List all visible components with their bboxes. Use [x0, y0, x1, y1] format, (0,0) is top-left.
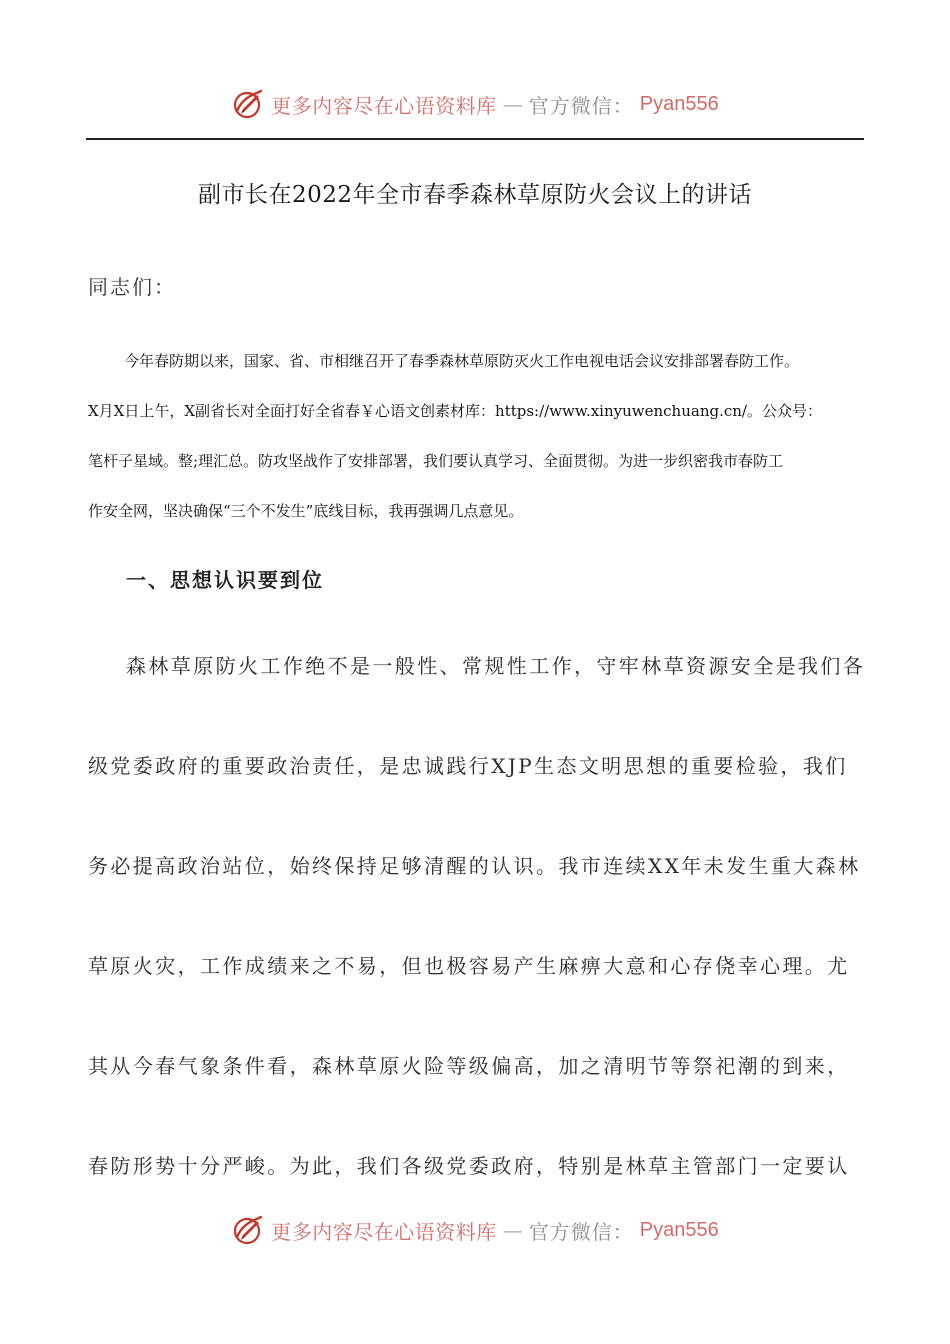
pen-logo-icon	[231, 1213, 265, 1247]
body-line: 其从今春气象条件看，森林草原火险等级偏高，加之清明节等祭祀潮的到来，	[88, 1054, 850, 1078]
section-paragraph	[88, 644, 878, 1244]
intro-paragraph	[88, 344, 878, 544]
intro-line: 作安全网，坚决确保“三个不发生”底线目标，我再强调几点意见。	[88, 502, 524, 520]
pen-logo-icon	[231, 87, 265, 121]
intro-line: 今年春防期以来，国家、省、市相继召开了春季森林草原防灭火工作电视电话会议安排部署春防工作。	[124, 352, 800, 370]
body-line: 森林草原防火工作绝不是一般性、常规性工作，守牢林草资源安全是我们各	[126, 654, 866, 678]
document-title: 副市长在2022年全市春季森林草原防火会议上的讲话	[197, 182, 753, 208]
banner-wechat-id: Pyan556	[639, 1218, 719, 1241]
greeting: 同志们：	[88, 275, 176, 299]
body-line: 级党委政府的重要政治责任，是忠诚践行XJP生态文明思想的重要检验，我们	[88, 754, 848, 778]
body-line: 春防形势十分严峻。为此，我们各级党委政府，特别是林草主管部门一定要认	[88, 1154, 850, 1178]
banner-wechat-id: Pyan556	[639, 92, 719, 115]
footer-banner	[0, 1210, 950, 1250]
section-heading: 一、思想认识要到位	[126, 568, 324, 592]
intro-line: X月X日上午，X副省长对全面打好全省春￥心语文创素材库：https://www.xinyuwenchuang.cn/。公众号：	[88, 402, 822, 420]
banner-wechat-label: 官方微信：	[528, 93, 634, 118]
banner-dash: —	[502, 92, 523, 116]
banner-dash: —	[502, 1218, 523, 1242]
header-banner	[0, 84, 950, 124]
body-line: 草原火灾，工作成绩来之不易，但也极容易产生麻痹大意和心存侥幸心理。尤	[88, 954, 850, 978]
banner-wechat-label: 官方微信：	[528, 1219, 634, 1244]
header-divider	[86, 138, 864, 140]
body-line: 务必提高政治站位，始终保持足够清醒的认识。我市连续XX年未发生重大森林	[88, 854, 861, 878]
banner-text: 更多内容尽在心语资料库	[271, 1219, 497, 1244]
banner-text: 更多内容尽在心语资料库	[271, 93, 497, 118]
intro-line: 笔杆子星域。整;理汇总。防攻坚战作了安排部署，我们要认真学习、全面贯彻。为进一步织密我市春防工	[88, 452, 784, 470]
